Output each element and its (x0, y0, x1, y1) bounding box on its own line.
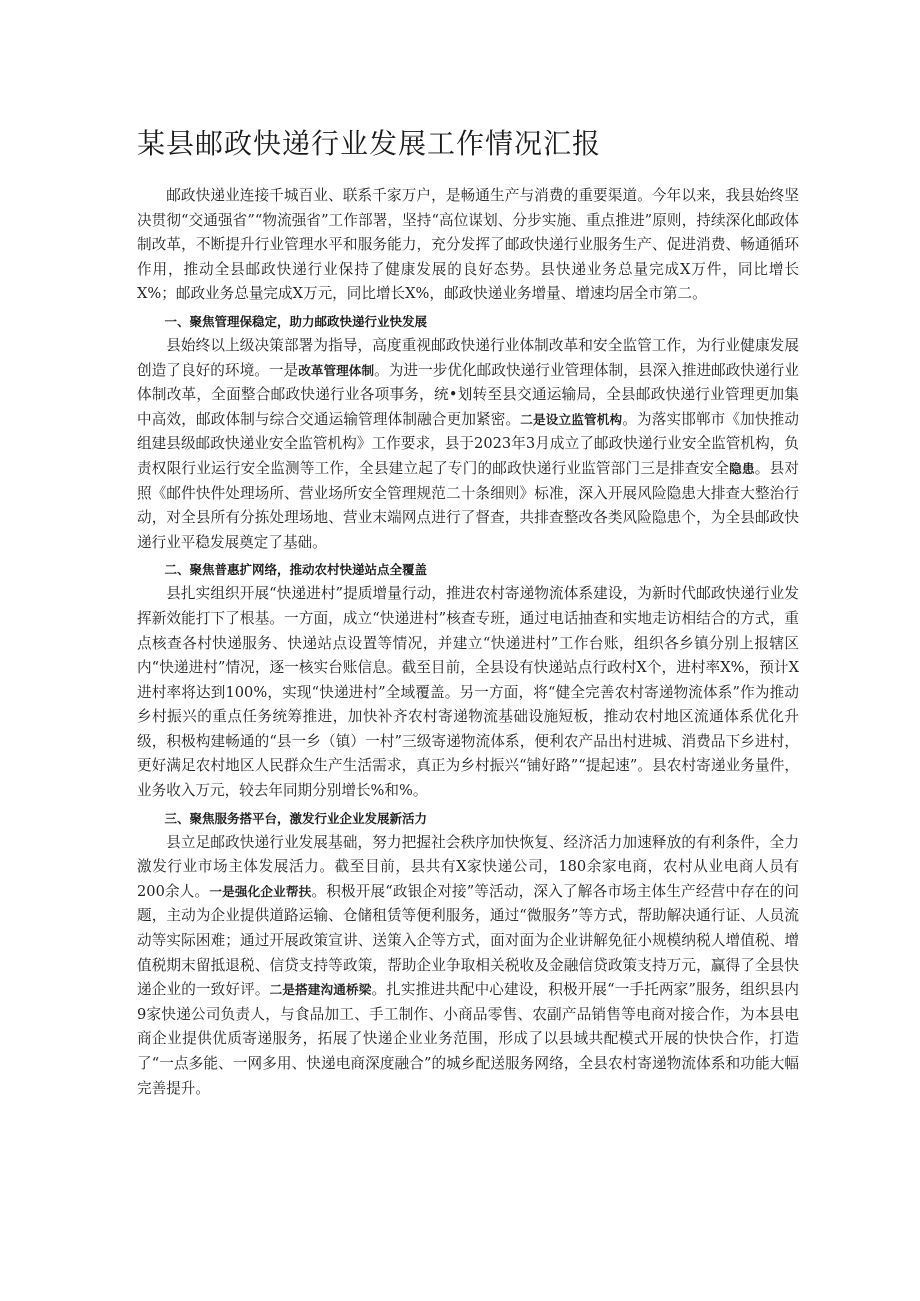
section-3-text-1: 县立足邮政快递行业发展基础，努力把握社会秩序加快恢复、经济活力加速释放的有利条件，全力激发行业市场主体发展活力。截至目前，县共有X家快递公司，180余家电商，农村从业电商人员有200余人。 (137, 833, 799, 900)
section-3-heading: 三、聚焦服务搭平台，激发行业企业发展新活力 (164, 810, 428, 826)
section-1-text-1: 县始终以上级决策部署为指导，高度重视邮政快递行业体制改革和安全监管工作，为行业健康发展创造了良好的环境。一是 (137, 336, 799, 379)
section-3-text-3: 。扎实推进共配中心建设，积极开展“一手托两家”服务，组织县内9家快递公司负责人，与食品加工、手工制作、小商品零售、农副产品销售等电商对接合作，为本县电商企业提供优质寄递服务，拓展了快递企业业务范围，形成了以县域共配模式开展的快快合作，打造了“一点多能、一网多用、快递电商深度融合”的城乡配送服务网络，全县农村寄递物流体系和功能大幅完善提升。 (137, 981, 799, 1097)
section-1-keyword-3: 隐患 (729, 460, 755, 476)
section-1-heading: 一、聚焦管理保稳定，助力邮政快递行业快发展 (164, 313, 428, 329)
section-3-keyword-1: 一是强化企业帮扶 (209, 883, 312, 899)
section-1-text-3: 。为落实邯郸市《加快推动组建县级邮政快递业安全监管机构》工作要求，县于2023年3月成立了邮政快递行业安全监管机构，负责权限行业运行安全监测等工作，全县建立起了专门的邮政快递行业监管部门三是排查安全 (137, 410, 799, 477)
section-2-paragraph: 县扎实组织开展“快递进村”提质增量行动，推进农村寄递物流体系建设，为新时代邮政快递行业发挥新效能打下了根基。一方面，成立“快递进村”核查专班，通过电话抽查和实地走访相结合的方式，重点核查各村快递服务、快递站点设置等情况，并建立“快递进村”工作台账，组织各乡镇分别上报辖区内“快递进村”情况，逐一核实台账信息。截至目前，全县设有快递站点行政村X个，进村率X%，预计X进村率将达到100%，实现“快递进村”全域覆盖。另一方面，将“健全完善农村寄递物流体系”作为推动乡村振兴的重点任务统筹推进，加快补齐农村寄递物流基础设施短板，推动农村地区流通体系优化升级，积极构建畅通的“县一乡（镇）一村”三级寄递物流体系，便利农产品出村进城、消费品下乡进村，更好满足农村地区人民群众生产生活需求，真正为乡村振兴“铺好路”“提起速”。县农村寄递业务量件，业务收入万元，较去年同期分别增长%和%。 (137, 585, 799, 800)
section-1-paragraph (137, 334, 799, 555)
section-3-keyword-2: 二是搭建沟通桥梁 (269, 982, 372, 998)
section-3-paragraph (137, 831, 799, 1102)
section-1-keyword-2: 二是设立监管机构 (520, 411, 623, 427)
section-2-heading: 二、聚焦普惠扩网络，推动农村快递站点全覆盖 (164, 562, 428, 578)
document-page (137, 126, 799, 1101)
intro-paragraph: 邮政快递业连接千城百业、联系千家万户，是畅通生产与消费的重要渠道。今年以来，我县始终坚决贯彻“交通强省”“物流强省”工作部署，坚持“高位谋划、分步实施、重点推进”原则，持续深化邮政体制改革，不断提升行业管理水平和服务能力，充分发挥了邮政快递行业服务生产、促进消费、畅通循环作用，推动全县邮政快递行业保持了健康发展的良好态势。县快递业务总量完成X万件，同比增长X%；邮政业务总量完成X万元，同比增长X%，邮政快递业务增量、增速均居全市第二。 (137, 187, 799, 303)
section-3-text-2: 。积极开展“政银企对接”等活动，深入了解各市场主体生产经营中存在的问题，主动为企业提供道路运输、仓储租赁等便利服务，通过“微服务”等方式，帮助解决通行证、人员流动等实际困难；通过开展政策宣讲、送策入企等方式，面对面为企业讲解免征小规模纳税人增值税、增值税期末留抵退税、信贷支持等政策，帮助企业争取相关税收及金融信贷政策支持万元，赢得了全县快递企业的一致好评。 (137, 882, 800, 999)
section-1-keyword-1: 改革管理体制 (298, 362, 375, 378)
section-1-text-2: 。为进一步优化邮政快递行业管理体制，县深入推进邮政快递行业体制改革，全面整合邮政快递行业各项事务，统•划转至县交通运输局，全县邮政快递行业管理更加集中高效，邮政体制与综合交通运输管理体制融合更加紧密。 (137, 361, 799, 428)
section-1-text-4: 。县对照《邮件快件处理场所、营业场所安全管理规范二十条细则》标准，深入开展风险隐患大排查大整治行动，对全县所有分拣处理场地、营业末端网点进行了督查，共排查整改各类风险隐患个，为全县邮政快递行业平稳发展奠定了基础。 (137, 459, 799, 551)
document-title: 某县邮政快递行业发展工作情况汇报 (137, 127, 602, 160)
